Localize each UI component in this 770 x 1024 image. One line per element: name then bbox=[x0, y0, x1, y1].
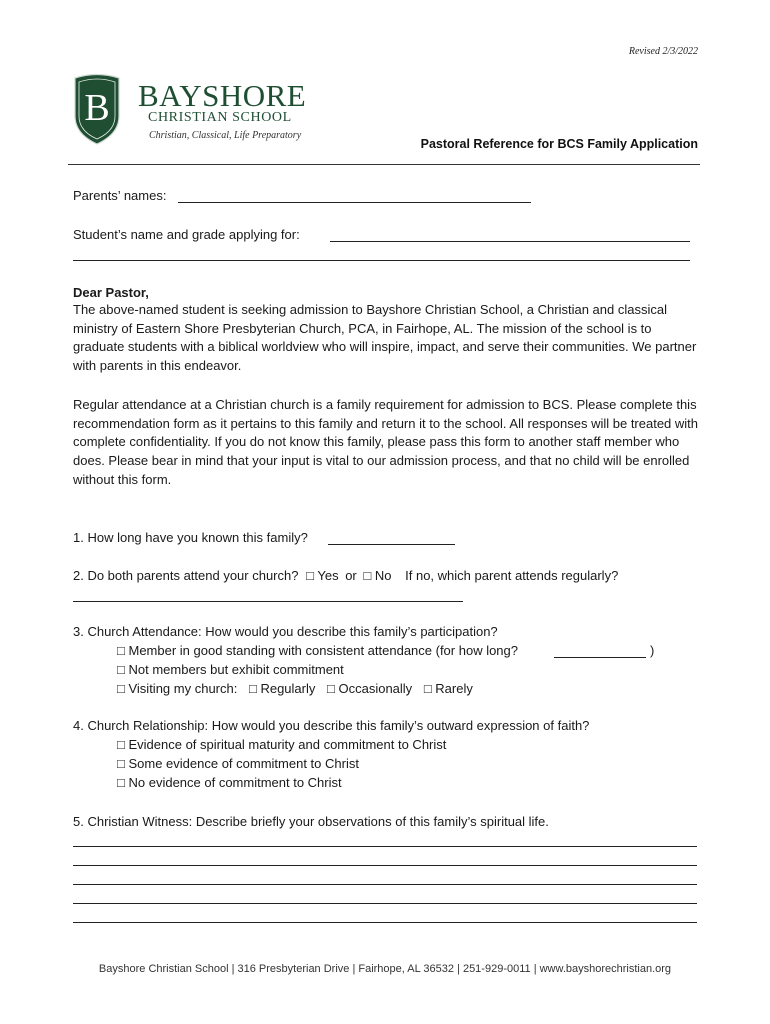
q3-option-not-members[interactable]: □ Not members but exhibit commitment bbox=[117, 662, 344, 677]
logo-tagline: Christian, Classical, Life Preparatory bbox=[149, 130, 302, 141]
q4-option-maturity[interactable]: □ Evidence of spiritual maturity and commitment to Christ bbox=[117, 737, 447, 752]
q4-option-some[interactable]: □ Some evidence of commitment to Christ bbox=[117, 756, 359, 771]
question-3: 3. Church Attendance: How would you describe this family’s participation? bbox=[73, 624, 498, 639]
student-line[interactable] bbox=[330, 241, 690, 242]
school-logo bbox=[72, 72, 312, 152]
parents-names-line[interactable] bbox=[178, 202, 531, 203]
question-1: 1. How long have you known this family? bbox=[73, 530, 308, 545]
intro-paragraph: The above-named student is seeking admission to Bayshore Christian School, a Christian and classical ministry of Eastern Shore Presbyterian Church, PCA, in Fairhope, AL. The mission of the school is to graduate students with a biblical worldview who will inspire, impact, and serve their communities. We partner with parents in this endeavor. bbox=[73, 302, 697, 374]
q4-option-none[interactable]: □ No evidence of commitment to Christ bbox=[117, 775, 342, 790]
revision-date: Revised 2/3/2022 bbox=[628, 46, 698, 57]
q3-close-paren: ) bbox=[650, 643, 655, 658]
q5-answer-line[interactable] bbox=[73, 865, 697, 866]
footer-contact: Bayshore Christian School | 316 Presbyterian Drive | Fairhope, AL 36532 | 251-929-0011 | www.bayshorechristian.org bbox=[98, 963, 672, 975]
q5-answer-line[interactable] bbox=[73, 922, 697, 923]
student-label: Student’s name and grade applying for: bbox=[73, 227, 300, 242]
logo-letter: B bbox=[84, 87, 110, 129]
visiting-checkbox[interactable]: □ Visiting my church: bbox=[117, 681, 238, 696]
header-divider bbox=[68, 164, 700, 165]
question-1-line[interactable] bbox=[328, 544, 455, 545]
logo-subname: CHRISTIAN SCHOOL bbox=[148, 110, 292, 125]
yes-checkbox[interactable]: □ Yes bbox=[306, 568, 339, 583]
question-2-line[interactable] bbox=[73, 601, 463, 602]
student-line-2[interactable] bbox=[73, 260, 690, 261]
shield-icon bbox=[72, 72, 122, 146]
requirement-paragraph: Regular attendance at a Christian church is a family requirement for admission to BCS. Please complete this recommendation form as it pertains to this family and return it to the school. All responses will be treated with complete confidentiality. If you do not know this family, please pass this form to another staff member who does. Please bear in mind that your input is vital to our admission process, and that no child will be enrolled without this form. bbox=[73, 397, 699, 487]
q3-how-long-line[interactable] bbox=[554, 657, 646, 658]
question-2: 2. Do both parents attend your church? □ Yes or □ No If no, which parent attends regularly? bbox=[73, 568, 619, 583]
no-checkbox[interactable]: □ No bbox=[363, 568, 392, 583]
regularly-checkbox[interactable]: □ Regularly bbox=[248, 681, 316, 696]
q5-answer-line[interactable] bbox=[73, 846, 697, 847]
q3-option-member[interactable]: □ Member in good standing with consistent attendance (for how long? bbox=[117, 643, 518, 658]
salutation: Dear Pastor, bbox=[73, 285, 149, 300]
occasionally-checkbox[interactable]: □ Occasionally bbox=[327, 681, 413, 696]
form-title: Pastoral Reference for BCS Family Application bbox=[420, 137, 698, 151]
question-5: 5. Christian Witness: Describe briefly your observations of this family’s spiritual life. bbox=[73, 814, 549, 829]
logo-name: BAYSHORE bbox=[138, 78, 307, 113]
q3-option-visiting bbox=[117, 679, 473, 698]
parents-names-label: Parents’ names: bbox=[73, 188, 167, 203]
q5-answer-line[interactable] bbox=[73, 884, 697, 885]
q5-answer-line[interactable] bbox=[73, 903, 697, 904]
rarely-checkbox[interactable]: □ Rarely bbox=[423, 681, 473, 696]
question-4: 4. Church Relationship: How would you describe this family’s outward expression of faith? bbox=[73, 718, 590, 733]
